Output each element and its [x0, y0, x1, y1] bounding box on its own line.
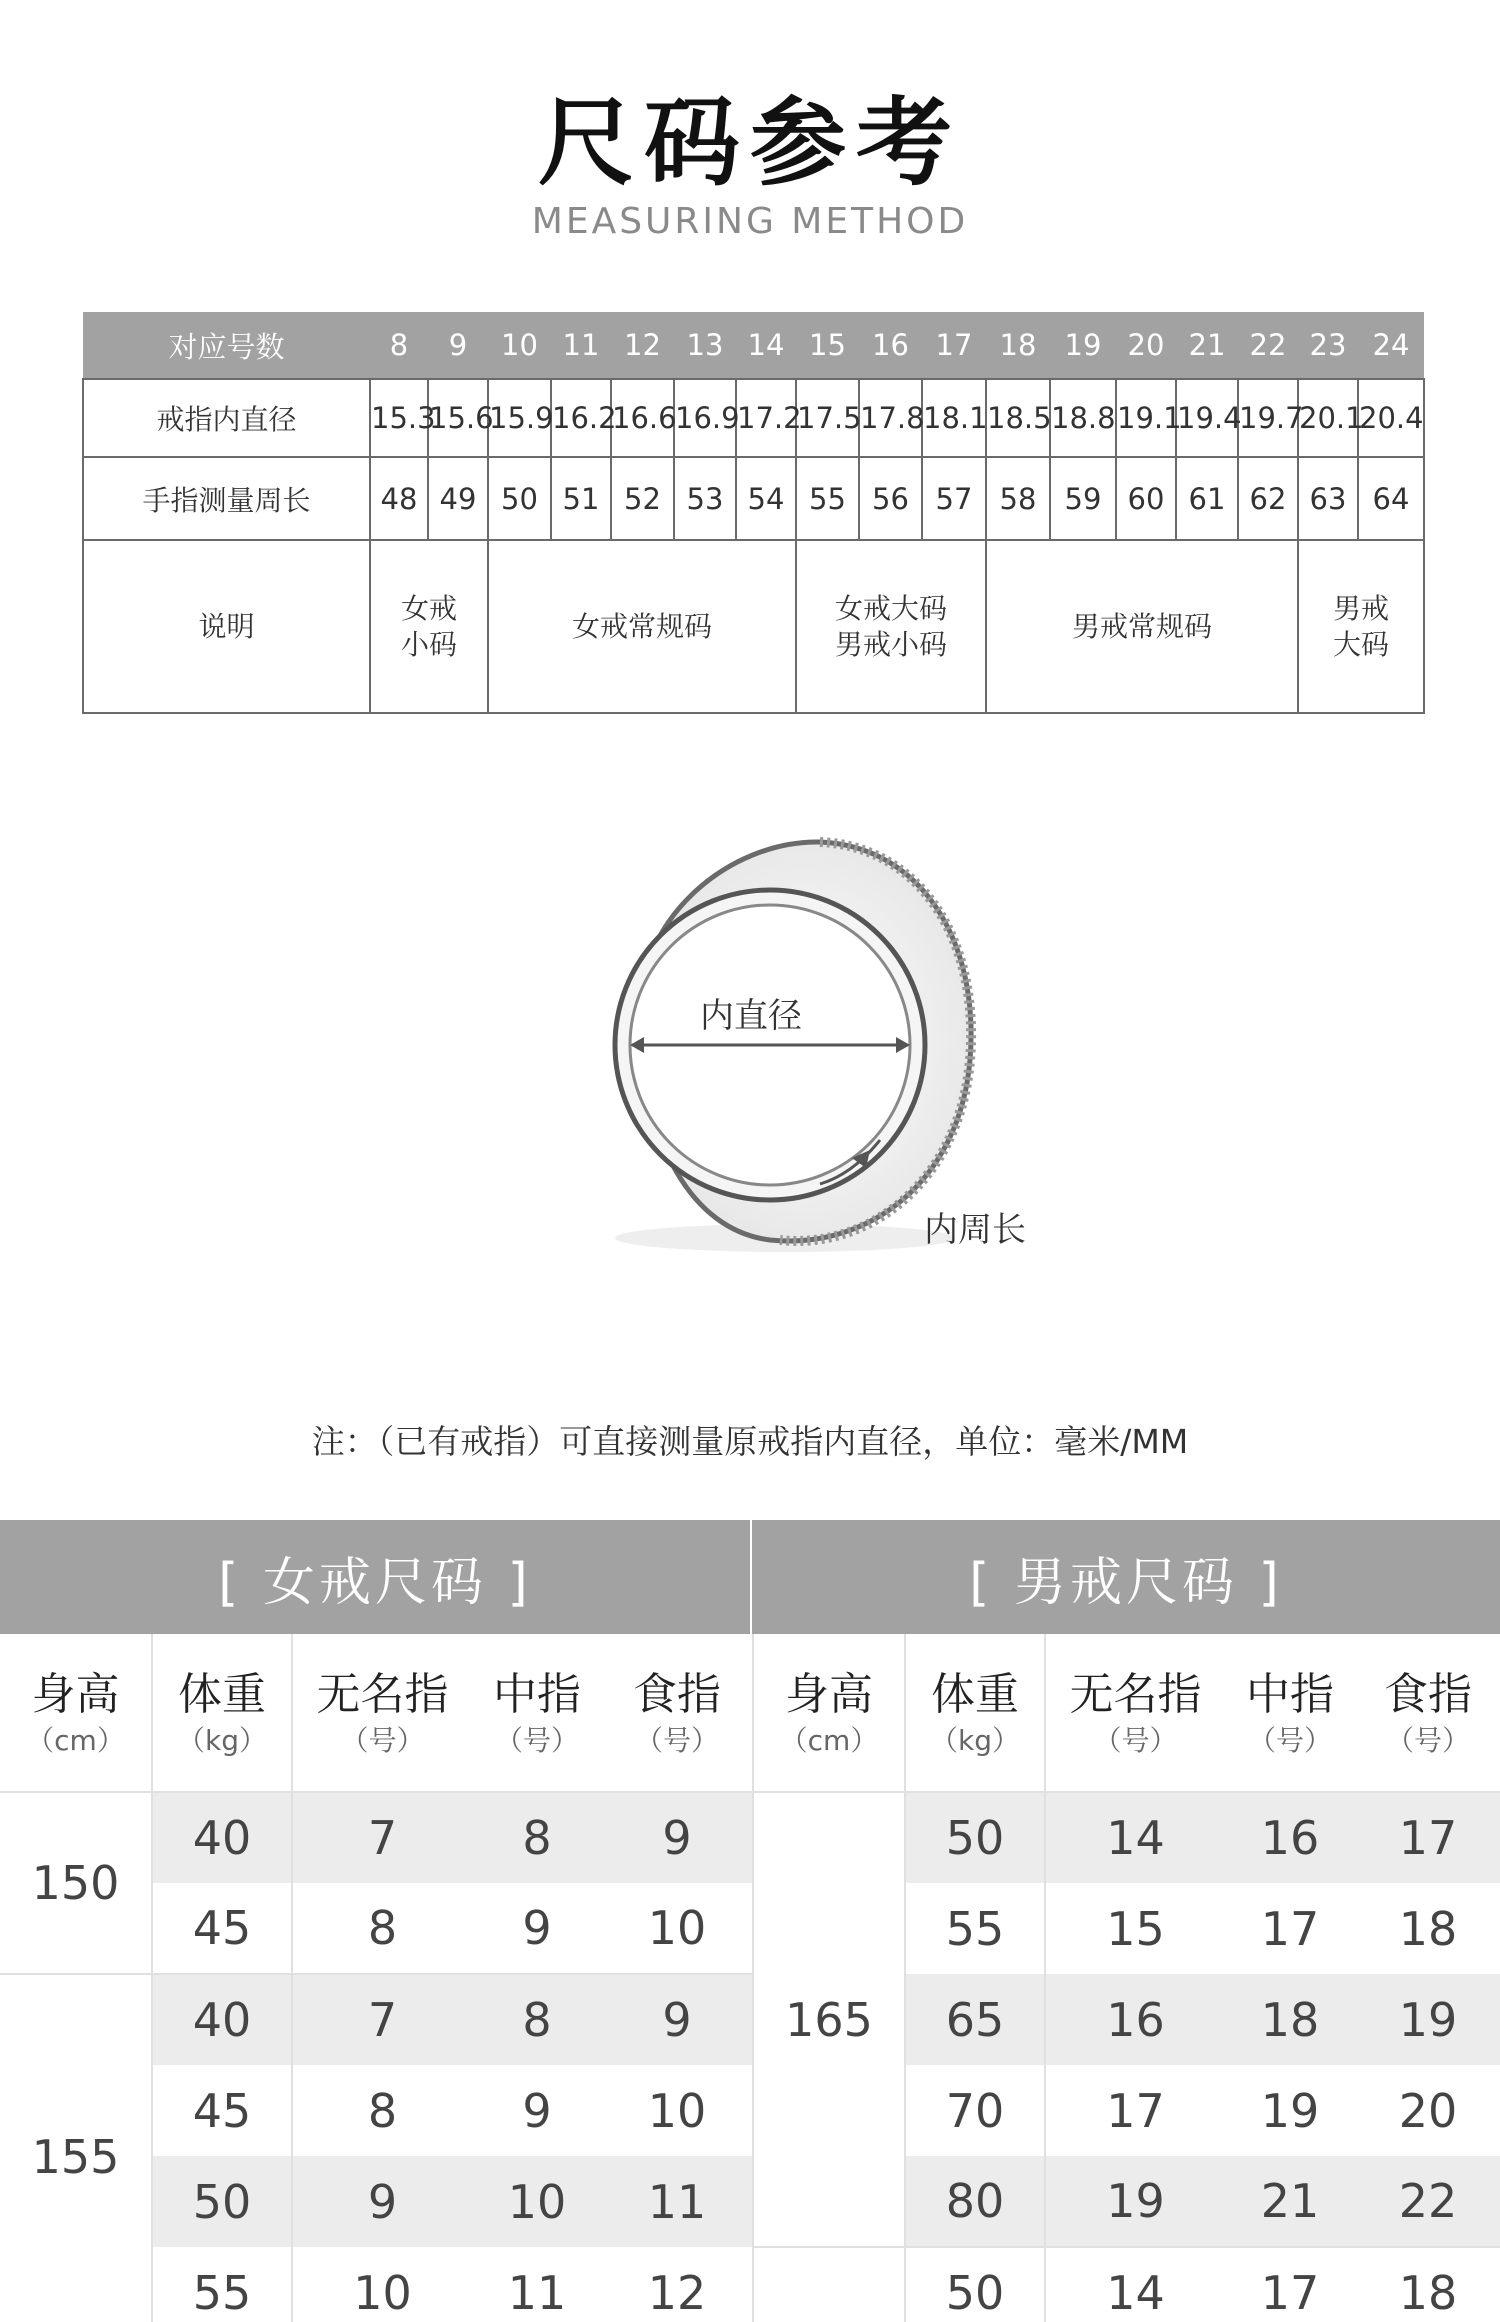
- size-number-cell: 20: [1116, 312, 1176, 379]
- table-row: [753, 2247, 1500, 2322]
- middle-finger-cell: 16: [1225, 1792, 1355, 1883]
- height-cell: [753, 2247, 905, 2322]
- weight-cell: 70: [905, 2065, 1045, 2156]
- finger-circumference-label: 手指测量周长: [83, 457, 370, 540]
- index-finger-cell: 10: [647, 2083, 707, 2138]
- circumference-cell: 64: [1358, 457, 1424, 540]
- diameter-cell: 17.8: [859, 379, 922, 457]
- weight-cell: 55: [905, 1883, 1045, 1974]
- diameter-cell: 17.2: [736, 379, 796, 457]
- description-cell: [370, 540, 488, 713]
- weight-cell: 50: [905, 2247, 1045, 2322]
- weight-cell: 55: [152, 2247, 292, 2322]
- column-header-label: 中指: [493, 1668, 581, 1720]
- circumference-cell: 50: [488, 457, 551, 540]
- ring-finger-cell: 8: [367, 2083, 398, 2138]
- size-number-cell: 11: [551, 312, 611, 379]
- description-line: 女戒大码: [834, 591, 947, 625]
- column-header-label: 体重: [931, 1668, 1019, 1720]
- index-finger-cell: 22: [1355, 2156, 1500, 2247]
- ring-finger-cell: 7: [292, 1974, 472, 2065]
- height-cell: 155: [0, 1974, 152, 2322]
- height-cell: 165: [753, 1792, 905, 2247]
- circumference-cell: 62: [1238, 457, 1298, 540]
- weight-cell: 45: [152, 2065, 292, 2156]
- height-cell: 150: [0, 1792, 152, 1974]
- diameter-cell: 16.9: [674, 379, 736, 457]
- column-header-label: 身高: [785, 1668, 873, 1720]
- weight-cell: 40: [152, 1792, 292, 1883]
- index-finger-cell: 9: [602, 1792, 752, 1883]
- size-number-row: [83, 312, 1424, 379]
- column-header-unit: （kg）: [177, 1723, 267, 1757]
- description-label: 说明: [83, 540, 370, 713]
- size-number-cell: 23: [1298, 312, 1358, 379]
- middle-finger-cell: 9: [522, 2083, 552, 2138]
- size-number-cell: 19: [1050, 312, 1116, 379]
- page-title: 尺码参考: [538, 87, 962, 199]
- size-number-cell: 18: [986, 312, 1050, 379]
- index-finger-cell: 18: [1355, 2247, 1500, 2322]
- description-line: 男戒常规码: [1071, 609, 1212, 643]
- size-number-label: 对应号数: [83, 312, 370, 379]
- middle-finger-cell: 17: [1225, 2247, 1355, 2322]
- size-number-cell: 9: [428, 312, 488, 379]
- ring-finger-cell: 17: [1106, 2083, 1165, 2138]
- ring-finger-cell: 14: [1045, 1792, 1225, 1883]
- description-line: 男戒: [1332, 591, 1389, 625]
- inner-diameter-row: [83, 379, 1424, 457]
- women-size-table: [0, 1634, 752, 2322]
- diameter-cell: 15.9: [488, 379, 551, 457]
- description-row: [83, 540, 1424, 713]
- diameter-cell: 15.3: [370, 379, 428, 457]
- description-line: 女戒常规码: [571, 609, 712, 643]
- size-number-cell: 16: [859, 312, 922, 379]
- size-reference-table: [82, 312, 1425, 714]
- inner-diameter-annotation: 内直径: [700, 996, 802, 1036]
- column-header-unit: （kg）: [930, 1723, 1020, 1757]
- circumference-cell: 60: [1116, 457, 1176, 540]
- column-header-label: 中指: [1246, 1668, 1334, 1720]
- circumference-cell: 51: [551, 457, 611, 540]
- size-number-cell: 24: [1358, 312, 1424, 379]
- column-header: [753, 1634, 905, 1792]
- circumference-cell: 55: [796, 457, 859, 540]
- diameter-cell: 20.1: [1298, 379, 1358, 457]
- diameter-cell: 17.5: [796, 379, 859, 457]
- size-number-cell: 13: [674, 312, 736, 379]
- index-finger-cell: 10: [647, 1901, 707, 1955]
- description-line: 男戒小码: [834, 627, 947, 661]
- ring-finger-cell: 9: [292, 2156, 472, 2247]
- diameter-cell: 20.4: [1358, 379, 1424, 457]
- size-number-cell: 17: [922, 312, 986, 379]
- ring-finger-cell: 14: [1045, 2247, 1225, 2322]
- index-finger-cell: 18: [1398, 1901, 1458, 1956]
- circumference-cell: 58: [986, 457, 1050, 540]
- column-header: [905, 1634, 1045, 1792]
- circumference-cell: 57: [922, 457, 986, 540]
- column-header-unit: （号）: [1247, 1723, 1332, 1757]
- diameter-cell: 16.2: [551, 379, 611, 457]
- ring-finger-cell: 10: [353, 2265, 412, 2320]
- size-number-cell: 15: [796, 312, 859, 379]
- measurement-note: 注：（已有戒指）可直接测量原戒指内直径，单位：毫米/MM: [311, 1422, 1189, 1461]
- middle-finger-cell: 9: [522, 1901, 552, 1955]
- weight-cell: 80: [905, 2156, 1045, 2247]
- middle-finger-cell: 21: [1225, 2156, 1355, 2247]
- weight-cell: 50: [152, 2156, 292, 2247]
- middle-finger-cell: 10: [472, 2156, 602, 2247]
- inner-circumference-annotation: 内周长: [924, 1210, 1026, 1250]
- column-header: [152, 1634, 292, 1792]
- size-number-cell: 10: [488, 312, 551, 379]
- circumference-cell: 63: [1298, 457, 1358, 540]
- women-header-row: [0, 1634, 752, 1792]
- description-cell: [488, 540, 796, 713]
- table-row: [753, 1792, 1500, 1883]
- men-size-title: [ 男戒尺码 ]: [752, 1520, 1500, 1634]
- circumference-cell: 56: [859, 457, 922, 540]
- index-finger-cell: 11: [602, 2156, 752, 2247]
- circumference-cell: 54: [736, 457, 796, 540]
- diameter-cell: 19.4: [1176, 379, 1238, 457]
- diameter-cell: 19.7: [1238, 379, 1298, 457]
- inner-diameter-label: 戒指内直径: [83, 379, 370, 457]
- description-line: 大码: [1332, 627, 1389, 661]
- column-header: [0, 1634, 152, 1792]
- diameter-cell: 18.5: [986, 379, 1050, 457]
- description-cell: [796, 540, 986, 713]
- column-header-label: 体重: [178, 1668, 266, 1720]
- size-number-cell: 12: [611, 312, 674, 379]
- size-number-cell: 8: [370, 312, 428, 379]
- table-row: [0, 1792, 752, 1883]
- finger-circumference-row: [83, 457, 1424, 540]
- column-header: [1225, 1634, 1355, 1792]
- column-header-unit: （号）: [494, 1723, 579, 1757]
- column-header-unit: （号）: [340, 1723, 425, 1757]
- description-line: 女戒: [400, 591, 457, 625]
- column-header-unit: （号）: [1093, 1723, 1178, 1757]
- ring-finger-cell: 7: [292, 1792, 472, 1883]
- circumference-cell: 59: [1050, 457, 1116, 540]
- column-header-label: 无名指: [316, 1668, 449, 1720]
- page-subtitle: MEASURING METHOD: [531, 201, 969, 242]
- diameter-cell: 16.6: [611, 379, 674, 457]
- column-header: [602, 1634, 752, 1792]
- column-header-label: 食指: [1384, 1668, 1472, 1720]
- size-number-cell: 14: [736, 312, 796, 379]
- column-header-label: 身高: [31, 1668, 120, 1720]
- index-finger-cell: 19: [1355, 1974, 1500, 2065]
- column-header: [1045, 1634, 1225, 1792]
- ring-finger-cell: 8: [367, 1901, 398, 1955]
- weight-cell: 45: [152, 1883, 292, 1974]
- diameter-cell: 18.1: [922, 379, 986, 457]
- column-header-unit: （号）: [1385, 1723, 1470, 1757]
- index-finger-cell: 9: [602, 1974, 752, 2065]
- column-header-label: 食指: [633, 1668, 721, 1720]
- ring-finger-cell: 16: [1045, 1974, 1225, 2065]
- ring-finger-cell: 15: [1106, 1901, 1165, 1956]
- index-finger-cell: 12: [647, 2265, 707, 2320]
- middle-finger-cell: 8: [472, 1792, 602, 1883]
- diameter-cell: 15.6: [428, 379, 488, 457]
- size-number-cell: 22: [1238, 312, 1298, 379]
- column-header-unit: （cm）: [779, 1723, 879, 1757]
- diameter-cell: 18.8: [1050, 379, 1116, 457]
- column-header-unit: （号）: [634, 1723, 719, 1757]
- diameter-cell: 19.1: [1116, 379, 1176, 457]
- table-row: [0, 1974, 752, 2065]
- men-header-row: [753, 1634, 1500, 1792]
- weight-cell: 40: [152, 1974, 292, 2065]
- circumference-cell: 53: [674, 457, 736, 540]
- index-finger-cell: 20: [1398, 2083, 1458, 2138]
- middle-finger-cell: 8: [472, 1974, 602, 2065]
- circumference-cell: 49: [428, 457, 488, 540]
- circumference-cell: 52: [611, 457, 674, 540]
- column-header: [472, 1634, 602, 1792]
- women-size-title: [ 女戒尺码 ]: [0, 1520, 750, 1634]
- men-size-table: [752, 1634, 1500, 2322]
- middle-finger-cell: 19: [1260, 2083, 1320, 2138]
- circumference-cell: 61: [1176, 457, 1238, 540]
- ring-finger-cell: 19: [1045, 2156, 1225, 2247]
- middle-finger-cell: 11: [507, 2265, 567, 2320]
- column-header-label: 无名指: [1069, 1668, 1202, 1720]
- size-number-cell: 21: [1176, 312, 1238, 379]
- index-finger-cell: 17: [1355, 1792, 1500, 1883]
- description-line: 小码: [400, 627, 457, 661]
- circumference-cell: 48: [370, 457, 428, 540]
- column-header: [292, 1634, 472, 1792]
- middle-finger-cell: 17: [1260, 1901, 1320, 1956]
- description-cell: [1298, 540, 1424, 713]
- column-header-unit: （cm）: [26, 1723, 125, 1757]
- middle-finger-cell: 18: [1225, 1974, 1355, 2065]
- weight-cell: 50: [905, 1792, 1045, 1883]
- description-cell: [986, 540, 1298, 713]
- weight-cell: 65: [905, 1974, 1045, 2065]
- column-header: [1355, 1634, 1500, 1792]
